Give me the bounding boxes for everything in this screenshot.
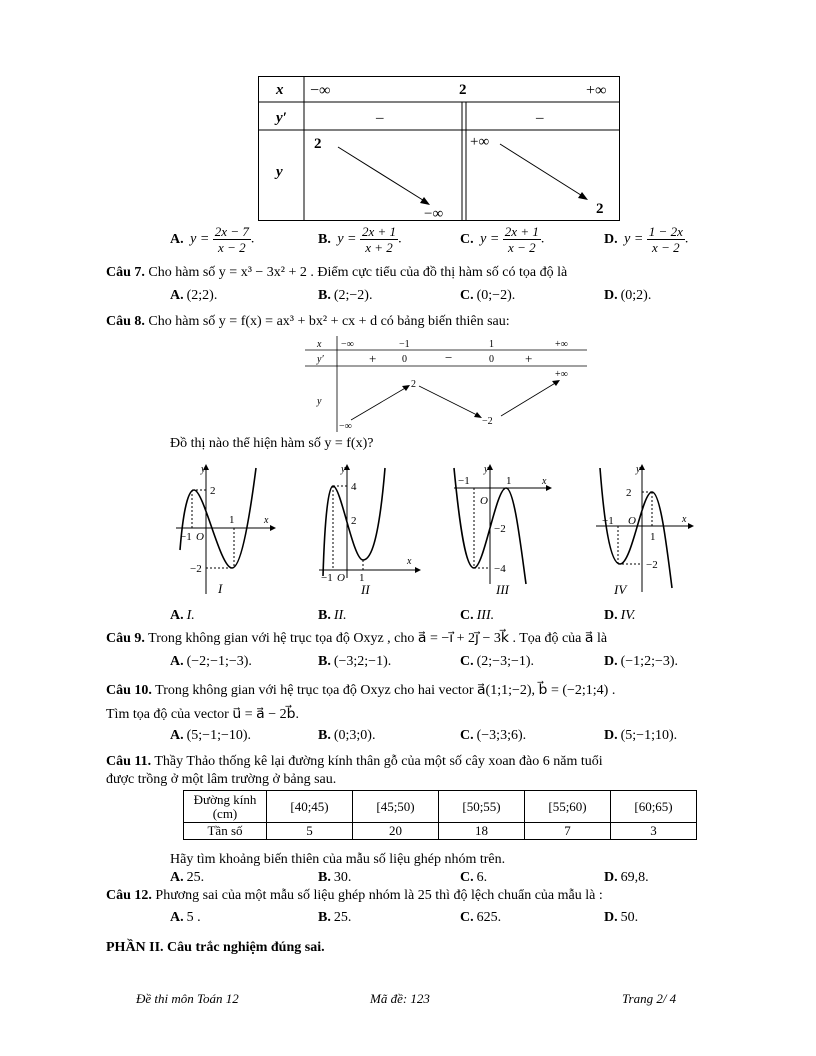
q7-text: Cho hàm số y = x³ − 3x² + 2 . Điểm cực tiểu của đồ thị hàm số có tọa độ là — [148, 265, 568, 280]
q6-row-yprime: y′ — [276, 110, 287, 126]
q8-graph-2-tick-2: 2 — [351, 515, 357, 527]
q6-x-2: 2 — [459, 82, 467, 98]
q9-text: Trong không gian với hệ trục tọa độ Oxyz , cho a⃗ = −i⃗ + 2j⃗ − 3k⃗ . Tọa độ của a⃗ là — [148, 631, 608, 646]
q8-y-pos-inf: +∞ — [555, 369, 568, 380]
q8-y-2: 2 — [411, 379, 416, 390]
q6-row-y: y — [276, 164, 283, 180]
q8-graph-1-tick-neg1: −1 — [180, 531, 192, 543]
q8-graph-3[interactable] — [450, 460, 562, 598]
q9-option-b[interactable]: B. (−3;2;−1). — [318, 654, 392, 669]
q12-option-b[interactable]: B. 25. — [318, 910, 352, 925]
q11-freq-4: 7 — [525, 823, 611, 840]
q8-yp-plus-1: + — [369, 351, 377, 366]
q11-interval-2: [45;50) — [353, 791, 439, 823]
q8-graph-2-tick-1: 1 — [359, 572, 365, 584]
q6-y-right-top: +∞ — [470, 134, 490, 150]
q8-y-neg2: −2 — [482, 416, 493, 427]
q7-question — [106, 265, 567, 281]
q10-question — [106, 682, 615, 699]
q10-option-d[interactable]: D. (5;−1;10). — [604, 728, 678, 743]
q6-option-a[interactable]: A. y = $\frac{2x - 7}{x - 2}$ . — [170, 224, 255, 255]
q9-label: Câu 9. — [106, 631, 145, 646]
q10-question-line2: Tìm tọa độ của vector u⃗ = a⃗ − 2b⃗. — [106, 707, 299, 722]
q6-yp-right: – — [536, 110, 544, 126]
q8-graph-2-x: x — [407, 556, 412, 567]
q8-x-pos-inf: +∞ — [555, 339, 568, 350]
q11-option-d[interactable]: D. 69,8. — [604, 870, 649, 885]
q11-interval-4: [55;60) — [525, 791, 611, 823]
q7-option-c[interactable]: C. (0;−2). — [460, 288, 516, 303]
q11-prompt: Hãy tìm khoảng biến thiên của mẫu số liệu ghép nhóm trên. — [170, 852, 506, 867]
q11-question — [106, 754, 603, 770]
q8-graph-2-origin: O — [337, 572, 345, 584]
q8-question — [106, 314, 510, 330]
q8-option-b[interactable]: B. II. — [318, 608, 347, 623]
q8-row-y: y — [317, 396, 322, 407]
q12-option-a[interactable]: A. 5 . — [170, 910, 201, 925]
q12-option-c[interactable]: C. 625. — [460, 910, 502, 925]
q6-option-c[interactable]: C. y = $\frac{2x + 1}{x - 2}$ . — [460, 224, 545, 255]
q8-x-neg-inf: −∞ — [341, 339, 354, 350]
q8-graph-3-y: y — [484, 464, 489, 475]
q7-label: Câu 7. — [106, 265, 145, 280]
q8-graph-3-tick-neg2: −2 — [494, 523, 506, 535]
q12-question — [106, 888, 603, 904]
q8-yp-zero-1: 0 — [402, 354, 407, 365]
q12-option-d[interactable]: D. 50. — [604, 910, 639, 925]
q6-option-d[interactable]: D. y = $\frac{1 - 2x}{x - 2}$ . — [604, 224, 689, 255]
q9-option-a[interactable]: A. (−2;−1;−3). — [170, 654, 252, 669]
q8-graph-4-tick-1: 1 — [650, 531, 656, 543]
q8-graph-4-tick-2: 2 — [626, 487, 632, 499]
q11-interval-1: [40;45) — [267, 791, 353, 823]
q6-y-left-bottom: −∞ — [424, 206, 444, 222]
q8-graph-3-tick-neg4: −4 — [494, 563, 506, 575]
q8-graph-1[interactable] — [170, 460, 280, 598]
q8-graph-4[interactable] — [592, 460, 704, 598]
q8-graph-3-tick-neg1: −1 — [458, 475, 470, 487]
q8-graph-1-tick-neg2: −2 — [190, 563, 202, 575]
q8-row-yprime: y′ — [317, 354, 324, 365]
q6-x-pos-inf: +∞ — [586, 82, 607, 99]
q6-x-neg-inf: −∞ — [310, 82, 331, 99]
q10-option-c[interactable]: C. (−3;3;6). — [460, 728, 527, 743]
q8-graph-2-y: y — [341, 464, 346, 475]
q8-graph-4-roman: IV — [614, 582, 627, 597]
q8-graph-2-tick-neg1: −1 — [321, 572, 333, 584]
q6-y-left-top: 2 — [314, 136, 322, 152]
q12-label: Câu 12. — [106, 888, 152, 903]
q8-graph-3-tick-1: 1 — [506, 475, 512, 487]
q8-yp-zero-2: 0 — [489, 354, 494, 365]
q11-head-label: Đường kính (cm) — [184, 791, 267, 823]
q11-freq-label: Tần số — [184, 823, 267, 840]
q8-graph-1-tick-1: 1 — [229, 514, 235, 526]
q8-graph-1-roman: I — [218, 581, 223, 596]
q11-text: Thầy Thảo thống kê lại đường kính thân gỗ của một số cây xoan đào 6 năm tuổi — [154, 754, 603, 769]
q10-option-a[interactable]: A. (5;−1;−10). — [170, 728, 252, 743]
q8-row-x: x — [317, 339, 322, 350]
q11-freq-5: 3 — [611, 823, 697, 840]
q8-x-neg1: −1 — [399, 339, 410, 350]
q12-text: Phương sai của một mẫu số liệu ghép nhóm là 25 thì độ lệch chuẩn của mẫu là : — [155, 888, 603, 903]
q10-text: Trong không gian với hệ trục tọa độ Oxyz cho hai vector a⃗(1;1;−2), b⃗ = (−2;1;4) . — [155, 683, 616, 698]
q8-graph-2-tick-4: 4 — [351, 481, 357, 493]
q8-graph-4-x: x — [682, 514, 687, 525]
q11-interval-3: [50;55) — [439, 791, 525, 823]
q8-graph-4-tick-neg2: −2 — [646, 559, 658, 571]
q8-graph-2-roman: II — [361, 582, 370, 597]
q7-option-b[interactable]: B. (2;−2). — [318, 288, 373, 303]
q11-frequency-table — [183, 790, 697, 840]
q8-option-c[interactable]: C. III. — [460, 608, 495, 623]
q11-option-b[interactable]: B. 30. — [318, 870, 352, 885]
q6-row-x: x — [276, 82, 284, 98]
part-2-heading: PHẦN II. Câu trắc nghiệm đúng sai. — [106, 940, 325, 955]
footer-page-number: Trang 2/ 4 — [622, 991, 677, 1006]
q8-graph-3-x: x — [542, 476, 547, 487]
q8-graph-1-x: x — [264, 515, 269, 526]
footer-subject: Đề thi môn Toán 12 — [136, 991, 239, 1006]
q8-yp-plus-2: + — [525, 351, 533, 366]
q9-option-c[interactable]: C. (2;−3;−1). — [460, 654, 535, 669]
q11-option-c[interactable]: C. 6. — [460, 870, 488, 885]
q11-question-line2: được trồng ở một lâm trường ở bảng sau. — [106, 772, 337, 787]
q8-graph-4-y: y — [636, 464, 641, 475]
q8-prompt: Đồ thị nào thể hiện hàm số y = f(x)? — [170, 436, 374, 451]
q10-option-b[interactable]: B. (0;3;0). — [318, 728, 376, 743]
q6-y-right-bottom: 2 — [596, 201, 604, 217]
q10-label: Câu 10. — [106, 683, 152, 698]
q7-option-a[interactable]: A. (2;2). — [170, 288, 218, 303]
q8-text: Cho hàm số y = f(x) = ax³ + bx² + cx + d có bảng biến thiên sau: — [148, 314, 510, 329]
q8-graph-1-origin: O — [196, 531, 204, 543]
q8-graph-4-tick-neg1: −1 — [602, 515, 614, 527]
q8-graph-4-origin: O — [628, 515, 636, 527]
q11-freq-3: 18 — [439, 823, 525, 840]
q8-y-neg-inf: −∞ — [339, 421, 352, 432]
q8-graph-1-tick-2: 2 — [210, 485, 216, 497]
q6-variation-table — [258, 76, 620, 222]
q6-yp-left: – — [376, 110, 384, 126]
q11-freq-2: 20 — [353, 823, 439, 840]
q8-x-1: 1 — [489, 339, 494, 350]
q8-variation-table — [305, 336, 587, 432]
q11-label: Câu 11. — [106, 754, 152, 769]
q7-option-d[interactable]: D. (0;2). — [604, 288, 652, 303]
q9-option-d[interactable]: D. (−1;2;−3). — [604, 654, 679, 669]
q8-graph-1-y: y — [201, 464, 206, 475]
q8-graph-3-roman: III — [496, 582, 509, 597]
q11-interval-5: [60;65) — [611, 791, 697, 823]
q8-option-a[interactable]: A. I. — [170, 608, 195, 623]
q8-option-d[interactable]: D. IV. — [604, 608, 636, 623]
q6-option-b[interactable]: B. y = $\frac{2x + 1}{x + 2}$ . — [318, 224, 402, 255]
footer-exam-code: Mã đề: 123 — [370, 991, 430, 1006]
q11-freq-1: 5 — [267, 823, 353, 840]
q8-label: Câu 8. — [106, 314, 145, 329]
q8-graph-2[interactable] — [315, 460, 427, 598]
q8-yp-minus: − — [445, 350, 453, 365]
q8-graph-3-origin: O — [480, 495, 488, 507]
q11-option-a[interactable]: A. 25. — [170, 870, 205, 885]
q9-question — [106, 630, 607, 647]
